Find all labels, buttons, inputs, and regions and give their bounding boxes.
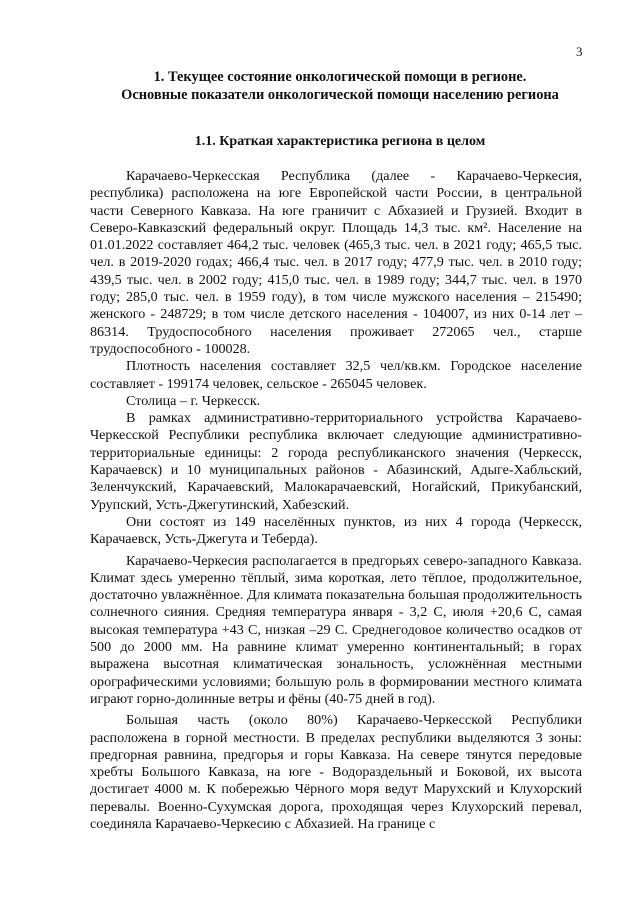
paragraph-settlements: Они состоят из 149 населённых пунктов, из них 4 города (Черкесск, Карачаевск, Усть-Джегута и Теберда). — [90, 513, 582, 548]
paragraph-administrative-division: В рамках административно-территориального устройства Карачаево-Черкесской Республики республика включает следующие административно-территориальные единицы: 2 города республиканского значения (Черкесск, Карачаевск) и 10 муниципальных районов - Абазинский, Адыге-Хабльский, Зеленчукский, Карачаевский, Малокарачаевский, Ногайский, Прикубанский, Урупский, Усть-Джегутинский, Хабезский. — [90, 410, 582, 513]
document-title-line-2: Основные показатели онкологической помощи населению региона — [121, 87, 559, 103]
paragraph-capital: Столица – г. Черкесск. — [126, 392, 261, 409]
document-title-line-1: 1. Текущее состояние онкологической помощи в регионе. — [153, 69, 527, 85]
section-heading: 1.1. Краткая характеристика региона в целом — [194, 134, 486, 149]
paragraph-population-density: Плотность населения составляет 32,5 чел/кв.км. Городское население составляет - 199174 человек, сельское - 265045 человек. — [90, 358, 582, 392]
paragraph-region-overview: Карачаево-Черкесская Республика (далее - Карачаево-Черкесия, республика) расположена на юге Европейской части России, в центральной части Северного Кавказа. На юге граничит с Абхазией и Грузией. Входит в Северо-Кавказский федеральный округ. Площадь 14,3 тыс. км². Население на 01.01.2022 составляет 464,2 тыс. человек (465,3 тыс. чел. в 2021 году; 465,5 тыс. чел. в 2019-2020 годах; 466,4 тыс. чел. в 2017 году; 477,9 тыс. чел. в 2010 году; 439,5 тыс. чел. в 2002 году; 415,0 тыс. чел. в 1989 году; 344,7 тыс. чел. в 1970 году; 285,0 тыс. чел. в 1959 году), в том числе мужского населения – 215490; женского - 248729; в том числе детского населения - 104007, из них 0-14 лет – 86314. Трудоспособного населения проживает 272065 чел., старше трудоспособного - 100028. — [90, 168, 582, 357]
body-text — [90, 168, 582, 833]
page-number: 3 — [576, 44, 583, 59]
paragraph-relief: Большая часть (около 80%) Карачаево-Черкесской Республики расположена в горной местности. В пределах республики выделяются 3 зоны: предгорная равнина, предгорья и горы Кавказа. На севере тянутся передовые хребты Большого Кавказа, на юге - Водораздельный и Боковой, их высота достигает 4000 м. К побережью Чёрного моря ведут Марухский и Клухорский перевалы. Военно-Сухумская дорога, проходящая через Клухорский перевал, соединяла Карачаево-Черкесию с Абхазией. На границе с — [90, 712, 582, 832]
paragraph-climate: Карачаево-Черкесия располагается в предгорьях северо-западного Кавказа. Климат здесь умеренно тёплый, зима короткая, лето тёплое, продолжительное, достаточно увлажнённое. Для климата показательна большая продолжительность солнечного сияния. Средняя температура января - 3,2 С, июля +20,6 С, самая высокая температура +43 С, низкая –29 С. Среднегодовое количество осадков от 500 до 2000 мм. На равнине климат умеренно континентальный; в горах выражена высотная климатическая зональность, усложнённая местными орографическими условиями; большую роль в формировании местного климата играют горно-долинные ветры и фёны (40-75 дней в год). — [90, 552, 582, 707]
